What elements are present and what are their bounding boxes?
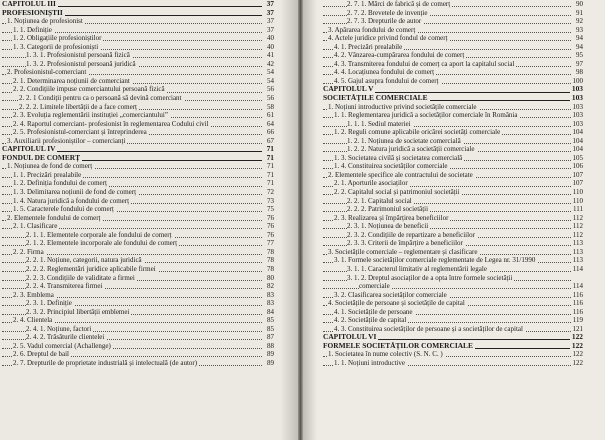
toc-entry-title: 3. 2. Clasificarea societăților comerciale <box>334 290 447 299</box>
toc-page-number: 85 <box>267 316 274 325</box>
toc-entry-title: 2. Profesionistul-comerciant <box>7 68 87 77</box>
toc-page-number: 37 <box>266 8 274 17</box>
toc-entry <box>323 9 583 18</box>
toc-entry <box>2 291 274 300</box>
toc-entry-title: 1. 2. 1. Noțiunea de societate comercială <box>347 136 461 145</box>
toc-page-number: 113 <box>572 256 583 265</box>
toc-entry-title: 1. 3. Delimitarea noțiunii de fond de comerț <box>13 188 137 197</box>
toc-page-number: 83 <box>267 299 274 308</box>
toc-entry-title: 2. 2. 2. Reglementări juridice aplicabile firmei <box>26 264 156 273</box>
toc-entry-title: 1. 3. Categorii de profesioniști <box>13 42 99 51</box>
toc-entry <box>323 162 583 171</box>
toc-page-number: 61 <box>267 111 274 120</box>
toc-entry-title: 1. Noțiuni introductive privind societățile comerciale <box>328 102 477 111</box>
toc-entry-title: 2. 2. 4. Transmiterea firmei <box>26 282 103 291</box>
toc-page-number: 78 <box>267 247 274 256</box>
toc-page-number: 76 <box>267 222 274 231</box>
toc-entry-title: 2. 4. 2. Trăsăturile clientelei <box>26 333 105 342</box>
toc-entry-title: 3. 1. Formele societăților comerciale reglementate de Legea nr. 31/1990 <box>334 256 536 265</box>
toc-entry-title: 3. Societățile comerciale – reglementare și clasificare <box>328 247 478 256</box>
toc-page-number: 122 <box>571 333 583 342</box>
toc-entry-title: 2. 5. Vadul comercial (Achallenge) <box>13 341 111 350</box>
toc-page-number: 116 <box>572 299 583 308</box>
toc-entry <box>323 120 583 129</box>
toc-entry-title: 2. 2. Firma <box>13 247 44 256</box>
toc-entry-title: 4. 3. Constituirea societăților de persoane și a societăților de capital <box>334 324 523 333</box>
toc-entry <box>2 239 274 248</box>
toc-entry <box>2 171 274 180</box>
toc-page-number: 112 <box>572 230 583 239</box>
toc-entry-title: 2. 1. Determinarea noțiunii de comerciant <box>13 76 130 85</box>
toc-entry-title: 2. 2. 3. Condițiile de validitate a firmei <box>26 273 135 282</box>
toc-entry <box>2 77 274 86</box>
toc-page-number: 78 <box>267 256 274 265</box>
toc-entry-title: 3. Auxiliarii profesioniștilor – comercianți <box>7 136 126 145</box>
toc-entry-title: 3. 1. 1. Caracterul limitativ al reglementării legale <box>347 264 487 273</box>
toc-entry-title: 2. 2. 1 Condiții pentru ca o persoană să devină comerciant <box>19 94 182 103</box>
toc-entry-title: 2. 1. Clasificare <box>13 222 58 231</box>
page-shadow <box>303 0 317 440</box>
toc-entry-title: SOCIETĂȚILE COMERCIALE <box>323 94 428 103</box>
toc-entry <box>323 137 583 146</box>
toc-entry-title: comerciale <box>359 282 390 291</box>
toc-page-number: 114 <box>572 282 583 291</box>
toc-entry-title: 2. 4. Raportul comerciant- profesionist în reglementarea Codului civil <box>13 119 209 128</box>
toc-entry-title: CAPITOLUL IV <box>2 145 56 154</box>
toc-entry <box>323 154 583 163</box>
toc-entry <box>323 205 583 214</box>
toc-entry <box>2 34 274 43</box>
toc-entry <box>2 120 274 129</box>
toc-right <box>323 0 583 368</box>
toc-page-number: 40 <box>267 34 274 43</box>
toc-page-number: 56 <box>267 94 274 103</box>
toc-entry-title: 1. Noțiunea de fond de comerț <box>7 162 93 171</box>
toc-heading <box>323 333 583 342</box>
toc-page-number: 113 <box>572 239 583 248</box>
toc-left <box>2 0 274 368</box>
toc-entry-title: 2. 2. 1. Noțiune, categorii, natura juridică <box>26 256 142 265</box>
toc-page-number: 110 <box>572 188 583 197</box>
toc-entry <box>323 308 583 317</box>
right-page <box>303 0 605 440</box>
toc-entry <box>323 350 583 359</box>
toc-page-number: 71 <box>267 179 274 188</box>
toc-entry <box>323 171 583 180</box>
toc-entry <box>2 60 274 69</box>
toc-entry-title: 2. 3. 1. Noțiunea de beneficii <box>347 222 429 231</box>
toc-entry-title: 3. Apărarea fondului de comerț <box>328 25 416 34</box>
toc-entry <box>2 94 274 103</box>
toc-page-number: 112 <box>572 213 583 222</box>
toc-page-number: 78 <box>267 264 274 273</box>
toc-page-number: 88 <box>267 341 274 350</box>
toc-entry <box>2 188 274 197</box>
toc-entry-title: 2. 2. 2. Patrimoniul societății <box>347 205 429 214</box>
toc-entry <box>2 17 274 26</box>
toc-entry-title: PROFESIONIȘTII <box>2 8 63 17</box>
toc-entry-title: 1. Noțiunea de profesionist <box>7 17 83 26</box>
toc-entry <box>323 68 583 77</box>
toc-entry <box>323 179 583 188</box>
toc-page-number: 113 <box>572 247 583 256</box>
toc-entry <box>323 299 583 308</box>
toc-entry <box>323 145 583 154</box>
toc-entry <box>2 333 274 342</box>
page-shadow <box>280 0 298 440</box>
toc-page-number: 64 <box>267 119 274 128</box>
toc-entry-title: 4. 1. Societățile de persoane <box>334 307 413 316</box>
toc-page-number: 89 <box>267 358 274 367</box>
toc-page-number: 103 <box>571 94 583 103</box>
toc-entry <box>323 248 583 257</box>
toc-page-number: 122 <box>572 350 583 359</box>
toc-page-number: 76 <box>267 213 274 222</box>
toc-page-number: 58 <box>267 102 274 111</box>
toc-page-number: 122 <box>571 341 583 350</box>
toc-entry-title: 2. 3. 2. Principiul libertății emblemei <box>26 307 130 316</box>
toc-page-number: 98 <box>576 68 583 77</box>
toc-entry <box>323 103 583 112</box>
toc-entry <box>2 256 274 265</box>
toc-entry <box>323 17 583 26</box>
toc-entry <box>2 179 274 188</box>
toc-entry <box>323 111 583 120</box>
toc-entry-title: 4. 2. Societățile de capital <box>334 316 407 325</box>
toc-page-number: 87 <box>267 333 274 342</box>
toc-entry <box>323 34 583 43</box>
toc-page-number: 37 <box>267 17 274 26</box>
toc-page-number: 121 <box>572 324 583 333</box>
toc-page-number: 91 <box>576 8 583 17</box>
toc-heading <box>2 9 274 18</box>
toc-entry-title: 2. Elementele specifice ale contractului de societate <box>328 170 473 179</box>
toc-page-number: 110 <box>572 196 583 205</box>
toc-entry <box>323 282 583 291</box>
toc-entry <box>323 26 583 35</box>
toc-entry-title: 1. 1. Definiție <box>13 25 52 34</box>
toc-entry <box>2 214 274 223</box>
toc-entry-title: 2. 7. 1. Mărci de fabrică și de comerț <box>347 0 451 8</box>
toc-page-number: 92 <box>576 17 583 26</box>
toc-page-number: 71 <box>266 153 274 162</box>
toc-entry <box>323 128 583 137</box>
toc-entry-title: 1. 2. Reguli comune aplicabile oricărei societăți comerciale <box>334 128 501 137</box>
toc-entry <box>323 316 583 325</box>
toc-page-number: 54 <box>267 76 274 85</box>
toc-entry <box>2 137 274 146</box>
toc-entry-title: 4. 2. Vânzarea-cumpărarea fondului de comerț <box>334 51 465 60</box>
toc-entry <box>2 205 274 214</box>
toc-entry-title: FONDUL DE COMERȚ <box>2 153 81 162</box>
toc-entry <box>2 26 274 35</box>
toc-entry-title: 2. 6. Dreptul de bail <box>13 350 69 359</box>
toc-entry <box>2 359 274 368</box>
toc-entry-title: 2. 1. Aporturile asociaților <box>334 179 408 188</box>
toc-heading <box>323 85 583 94</box>
toc-entry-title: 4. 5. Gajul asupra fondului de comerț <box>334 76 439 85</box>
toc-page-number: 40 <box>267 42 274 51</box>
toc-page-number: 37 <box>267 25 274 34</box>
toc-entry-title: 1. 4. Constituirea societăților comerciale <box>334 162 448 171</box>
toc-entry-title: 1. 2. Obligațiile profesioniștilor <box>13 34 102 43</box>
toc-page-number: 75 <box>267 205 274 214</box>
toc-page-number: 80 <box>267 273 274 282</box>
toc-page-number: 103 <box>572 102 583 111</box>
toc-entry-title: 2. 2. 2. Limitele libertății de a face comerț <box>19 102 137 111</box>
toc-page-number: 37 <box>266 0 274 8</box>
toc-entry <box>2 51 274 60</box>
toc-entry <box>2 299 274 308</box>
toc-page-number: 76 <box>267 230 274 239</box>
toc-entry-title: 2. 3. 1. Definiție <box>26 299 72 308</box>
toc-page-number: 116 <box>572 307 583 316</box>
toc-entry <box>323 60 583 69</box>
toc-entry <box>2 231 274 240</box>
toc-page-number: 103 <box>572 111 583 120</box>
toc-heading <box>323 94 583 103</box>
toc-page-number: 41 <box>267 51 274 60</box>
toc-entry-title: CAPITOLUL VI <box>323 333 377 342</box>
toc-entry <box>323 239 583 248</box>
toc-entry <box>323 43 583 52</box>
toc-entry-title: 2. 3. Emblema <box>13 290 54 299</box>
toc-entry-title: 1. 1. Precizări prealabile <box>13 170 82 179</box>
toc-heading <box>323 342 583 351</box>
toc-entry-title: 1. 3. 1. Profesionistul persoană fizică <box>26 51 130 60</box>
toc-page-number: 54 <box>267 68 274 77</box>
toc-page-number: 72 <box>267 188 274 197</box>
toc-page-number: 82 <box>267 282 274 291</box>
toc-entry-title: 1. 2. 2. Natura juridică a societății comerciale <box>347 145 475 154</box>
toc-page-number: 107 <box>572 179 583 188</box>
toc-entry <box>323 274 583 283</box>
toc-entry <box>2 342 274 351</box>
toc-entry-title: 4. 3. Transmiterea fondului de comerț ca aport la capitalul social <box>334 59 515 68</box>
toc-page-number: 71 <box>266 145 274 154</box>
toc-entry-title: FORMELE SOCIETĂȚILOR COMERCIALE <box>323 341 473 350</box>
toc-entry <box>2 197 274 206</box>
toc-page-number: 103 <box>571 85 583 94</box>
toc-entry-title: 1. 1. 1. Sediul materiei <box>347 119 411 128</box>
toc-entry <box>2 162 274 171</box>
toc-page-number: 77 <box>267 239 274 248</box>
toc-heading <box>2 154 274 163</box>
toc-entry <box>2 103 274 112</box>
toc-entry <box>323 188 583 197</box>
toc-entry-title: 1. Societatea în nume colectiv (S. N. C. ) <box>328 350 443 359</box>
toc-page-number: 95 <box>576 51 583 60</box>
toc-entry <box>2 316 274 325</box>
toc-entry <box>323 256 583 265</box>
toc-entry-title: 1. 1. Reglementarea juridică a societăților comerciale în România <box>334 111 518 120</box>
toc-page-number: 89 <box>267 350 274 359</box>
toc-page-number: 94 <box>576 34 583 43</box>
toc-entry <box>323 231 583 240</box>
toc-page-number: 100 <box>572 76 583 85</box>
toc-entry-title: 2. 3. 3. Criterii de împărțire a beneficiilor <box>347 239 463 248</box>
toc-page-number: 83 <box>267 290 274 299</box>
toc-page-number: 111 <box>573 205 583 214</box>
toc-page-number: 106 <box>572 162 583 171</box>
toc-entry <box>323 265 583 274</box>
toc-entry-title: CAPITOLUL V <box>323 85 374 94</box>
toc-entry-title: 2. 3. Realizarea și împărțirea beneficiilor <box>334 213 449 222</box>
toc-entry <box>2 265 274 274</box>
toc-entry-title: 2. Elementele fondului de comerț <box>7 213 101 222</box>
toc-page-number: 71 <box>267 162 274 171</box>
toc-entry-title: 2. 1. 2. Elementele incorporale ale fondului de comerț <box>26 239 178 248</box>
toc-entry-title: 4. 4. Locațiunea fondului de comerț <box>334 68 435 77</box>
toc-entry-title: 2. 3. Evoluția reglementării instituției „comerciantului” <box>13 111 168 120</box>
toc-entry <box>2 325 274 334</box>
toc-entry <box>2 68 274 77</box>
toc-page-number: 85 <box>267 324 274 333</box>
toc-entry <box>323 77 583 86</box>
toc-entry <box>2 111 274 120</box>
toc-page-number: 116 <box>572 290 583 299</box>
toc-entry <box>323 0 583 9</box>
toc-entry <box>323 291 583 300</box>
toc-entry <box>323 325 583 334</box>
toc-page-number: 93 <box>576 25 583 34</box>
toc-page-number: 94 <box>576 42 583 51</box>
left-page <box>0 0 298 440</box>
toc-page-number: 56 <box>267 85 274 94</box>
toc-page-number: 122 <box>572 358 583 367</box>
toc-entry <box>323 214 583 223</box>
toc-page-number: 105 <box>572 153 583 162</box>
toc-heading <box>2 0 274 9</box>
toc-entry <box>2 85 274 94</box>
toc-entry <box>2 282 274 291</box>
toc-entry-title: 2. 2. 1. Capitalul social <box>347 196 412 205</box>
toc-page-number: 90 <box>576 0 583 8</box>
toc-entry <box>323 222 583 231</box>
toc-entry-title: 2. 7. 2. Brevetele de invenție <box>347 8 428 17</box>
toc-page-number: 104 <box>572 145 583 154</box>
toc-entry-title: 1. 3. Societatea civilă și societatea comercială <box>334 153 463 162</box>
toc-page-number: 42 <box>267 59 274 68</box>
toc-page-number: 114 <box>572 264 583 273</box>
toc-entry <box>323 359 583 368</box>
toc-entry-title: 4. Societățile de persoane și societățile de capital <box>328 299 465 308</box>
toc-entry <box>323 51 583 60</box>
toc-entry-title: 2. 2. Capitalul social și patrimoniul societății <box>334 188 460 197</box>
toc-entry-title: 2. 5. Profesionistul-comerciant și întreprinderea <box>13 128 147 137</box>
toc-entry <box>2 222 274 231</box>
toc-entry-title: 4. Actele juridice privind fondul de comerț <box>328 34 448 43</box>
toc-entry-title: 1. 4. Natura juridică a fondului de comerț <box>13 196 130 205</box>
toc-entry <box>2 274 274 283</box>
toc-entry-title: 2. 4. Clientela <box>13 316 53 325</box>
toc-entry <box>2 128 274 137</box>
toc-heading <box>2 145 274 154</box>
toc-entry-title: 1. 5. Caracterele fondului de comerț <box>13 205 114 214</box>
toc-entry-title: 2. 1. 1. Elementele corporale ale fondului de comerț <box>26 230 172 239</box>
toc-page-number: 73 <box>267 196 274 205</box>
toc-entry-title: 2. 2. Condițiile impuse comerciantului persoană fizică <box>13 85 165 94</box>
toc-entry-title: 2. 7. Drepturile de proprietate industrială și intelectuală (de autor) <box>13 358 198 367</box>
toc-entry-title: 3. 1. 2. Dreptul asociaților de a opta între formele societății <box>347 273 513 282</box>
toc-page-number: 119 <box>572 316 583 325</box>
toc-entry <box>2 350 274 359</box>
toc-page-number: 104 <box>572 128 583 137</box>
toc-page-number: 104 <box>572 136 583 145</box>
toc-entry-title: 1. 1. Noțiuni introductive <box>334 358 405 367</box>
toc-entry-title: 2. 4. 1. Noțiune, factori <box>26 324 92 333</box>
toc-entry <box>2 248 274 257</box>
toc-entry-title: 2. 3. 2. Condițiile de repartizare a beneficiilor <box>347 230 475 239</box>
toc-page-number: 112 <box>572 222 583 231</box>
toc-entry-title: 1. 3. 2. Profesionistul persoană juridică <box>26 59 136 68</box>
toc-entry-title: 1. 2. Definiția fondului de comerț <box>13 179 107 188</box>
toc-page-number: 103 <box>572 119 583 128</box>
toc-entry <box>323 197 583 206</box>
toc-page-number: 71 <box>267 170 274 179</box>
toc-page-number: 97 <box>576 59 583 68</box>
toc-page-number: 84 <box>267 307 274 316</box>
toc-entry <box>2 43 274 52</box>
toc-page-number: 107 <box>572 170 583 179</box>
toc-entry-title: 4. 1. Precizări prealabile <box>334 42 403 51</box>
toc-page-number: 66 <box>267 128 274 137</box>
toc-page-number: 67 <box>267 136 274 145</box>
toc-entry-title: 2. 7. 3. Drepturile de autor <box>347 17 422 26</box>
toc-entry <box>2 308 274 317</box>
toc-entry-title: CAPITOLUL III <box>2 0 56 8</box>
